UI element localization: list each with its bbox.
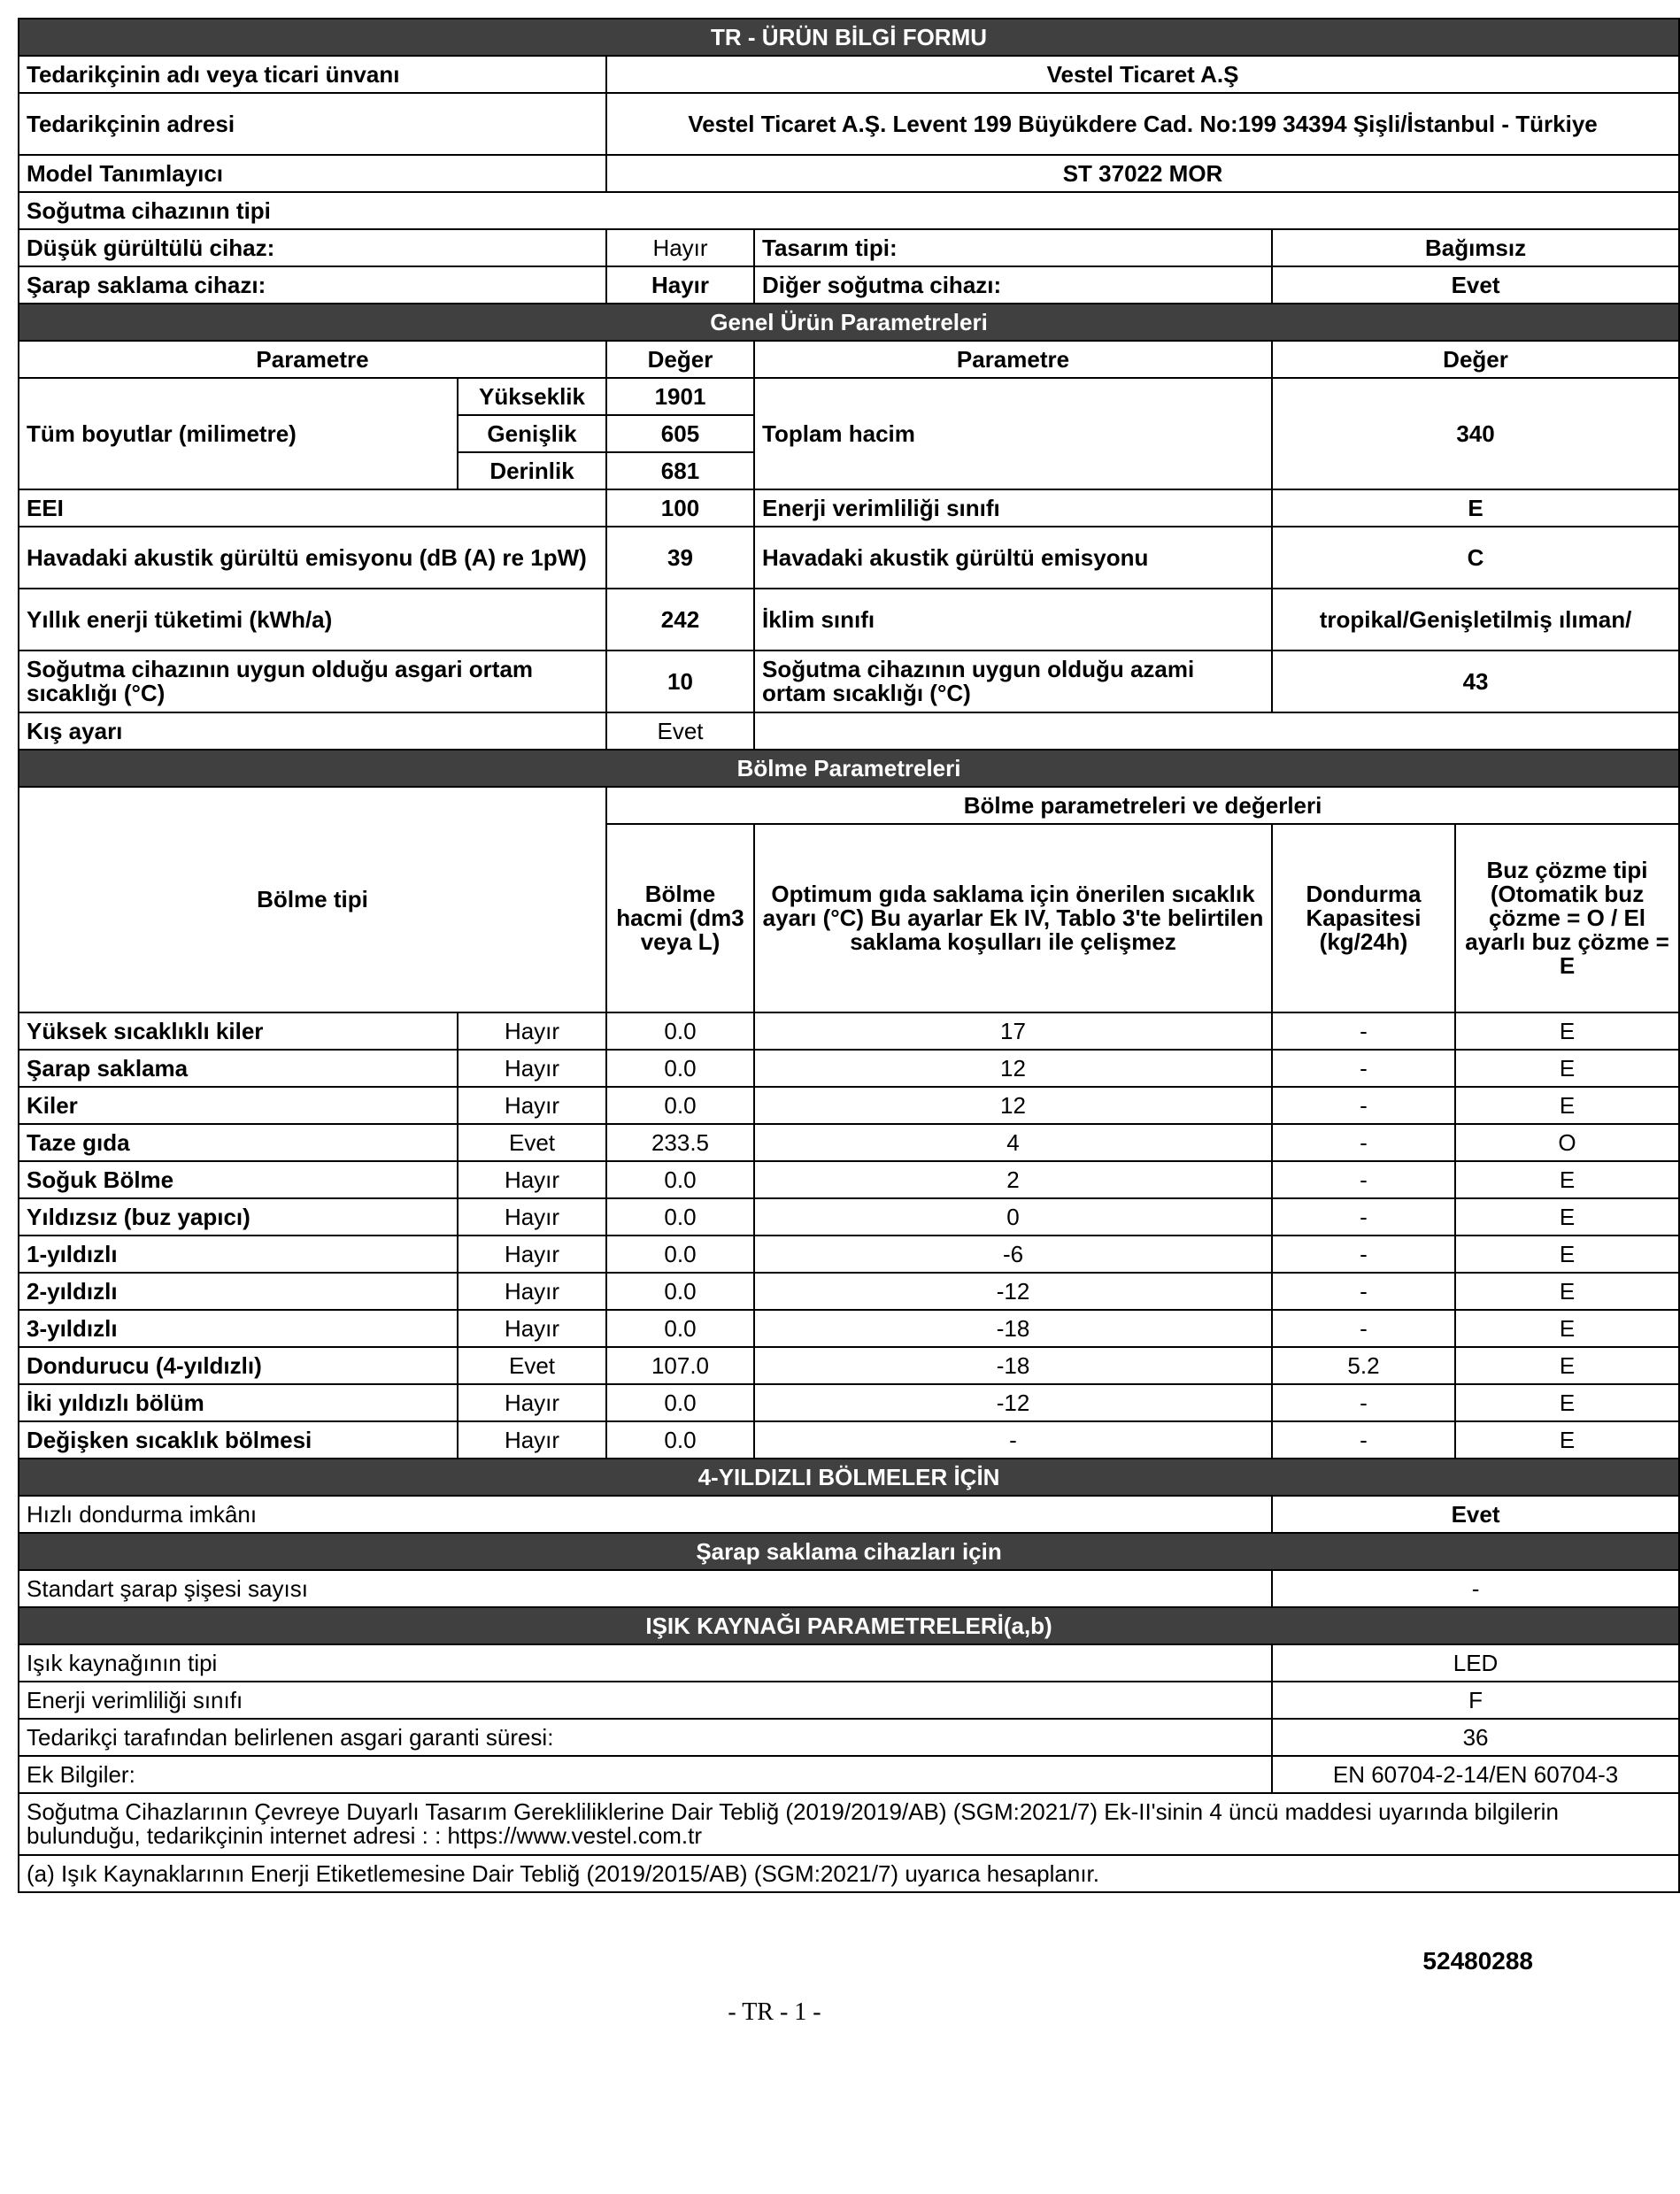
extra-info-label: Ek Bilgiler: [19, 1756, 1272, 1793]
winter-setting-label: Kış ayarı [19, 712, 606, 750]
compartment-freeze: - [1272, 1012, 1455, 1050]
annual-energy-label: Yıllık enerji tüketimi (kWh/a) [19, 589, 606, 651]
table-row [19, 1124, 1679, 1161]
light-type-value: LED [1272, 1644, 1679, 1682]
compartment-present: Hayır [458, 1384, 606, 1421]
min-temp-value: 10 [606, 651, 754, 712]
compartment-name: İki yıldızlı bölüm [19, 1384, 458, 1421]
supplier-address-label: Tedarikçinin adresi [19, 93, 606, 155]
compartment-name: 2-yıldızlı [19, 1273, 458, 1310]
wine-bottles-value: - [1272, 1570, 1679, 1607]
annual-energy-value: 242 [606, 589, 754, 651]
design-type-value: Bağımsız [1272, 229, 1679, 266]
extra-info-value: EN 60704-2-14/EN 60704-3 [1272, 1756, 1679, 1793]
compartment-temp: 12 [754, 1087, 1272, 1124]
compartment-defrost: E [1455, 1273, 1679, 1310]
form-title: TR - ÜRÜN BİLGİ FORMU [19, 19, 1679, 56]
compartment-name: Yüksek sıcaklıklı kiler [19, 1012, 458, 1050]
compartment-group-header: Bölme parametreleri ve değerleri [606, 787, 1679, 824]
compartment-present: Hayır [458, 1012, 606, 1050]
light-class-label: Enerji verimliliği sınıfı [19, 1682, 1272, 1719]
low-noise-value: Hayır [606, 229, 754, 266]
compartment-freeze: - [1272, 1161, 1455, 1198]
other-device-value: Evet [1272, 266, 1679, 304]
compartment-volume: 0.0 [606, 1384, 754, 1421]
low-noise-label: Düşük gürültülü cihaz: [19, 229, 606, 266]
compartment-temp: 4 [754, 1124, 1272, 1161]
compartment-freeze: - [1272, 1236, 1455, 1273]
eei-value: 100 [606, 489, 754, 527]
total-volume-value: 340 [1272, 378, 1679, 489]
footnote-a: (a) Işık Kaynaklarının Enerji Etiketlemesine Dair Tebliğ (2019/2015/AB) (SGM:2021/7) uyarıca hesaplanır. [19, 1855, 1679, 1892]
compartment-defrost: E [1455, 1347, 1679, 1384]
other-device-label: Diğer soğutma cihazı: [754, 266, 1272, 304]
compartment-volume: 0.0 [606, 1310, 754, 1347]
compartment-name: Dondurucu (4-yıldızlı) [19, 1347, 458, 1384]
compartment-name: Taze gıda [19, 1124, 458, 1161]
compartment-volume: 233.5 [606, 1124, 754, 1161]
compartment-freeze: 5.2 [1272, 1347, 1455, 1384]
table-row [19, 1273, 1679, 1310]
light-section-title: IŞIK KAYNAĞI PARAMETRELERİ(a,b) [19, 1607, 1679, 1644]
noise-value: 39 [606, 527, 754, 589]
supplier-name-label: Tedarikçinin adı veya ticari ünvanı [19, 56, 606, 93]
design-type-label: Tasarım tipi: [754, 229, 1272, 266]
warranty-value: 36 [1272, 1719, 1679, 1756]
fast-freeze-label: Hızlı dondurma imkânı [19, 1496, 1272, 1533]
table-row [19, 1087, 1679, 1124]
light-type-label: Işık kaynağının tipi [19, 1644, 1272, 1682]
compartment-freeze: - [1272, 1421, 1455, 1459]
compartment-temp: 17 [754, 1012, 1272, 1050]
compartment-present: Hayır [458, 1198, 606, 1236]
total-volume-label: Toplam hacim [754, 378, 1272, 489]
height-value: 1901 [606, 378, 754, 415]
compartment-defrost: E [1455, 1050, 1679, 1087]
general-col-param2: Parametre [754, 341, 1272, 378]
general-section-title: Genel Ürün Parametreleri [19, 304, 1679, 341]
compartment-temp-header: Optimum gıda saklama için önerilen sıcaklık ayarı (°C) Bu ayarlar Ek IV, Tablo 3'te belirtilen saklama koşulları ile çelişmez [754, 824, 1272, 1012]
compartment-volume: 0.0 [606, 1421, 754, 1459]
compartment-present: Hayır [458, 1273, 606, 1310]
compartment-present: Hayır [458, 1161, 606, 1198]
table-row [19, 1421, 1679, 1459]
compartment-defrost: O [1455, 1124, 1679, 1161]
model-label: Model Tanımlayıcı [19, 155, 606, 192]
four-star-section-title: 4-YILDIZLI BÖLMELER İÇİN [19, 1459, 1679, 1496]
general-col-value: Değer [606, 341, 754, 378]
light-class-value: F [1272, 1682, 1679, 1719]
compartment-name: Kiler [19, 1087, 458, 1124]
compartment-defrost: E [1455, 1421, 1679, 1459]
table-row [19, 1198, 1679, 1236]
depth-value: 681 [606, 452, 754, 489]
wine-device-label: Şarap saklama cihazı: [19, 266, 606, 304]
compartment-defrost: E [1455, 1310, 1679, 1347]
compartment-name: 3-yıldızlı [19, 1310, 458, 1347]
compartment-present: Hayır [458, 1087, 606, 1124]
compartment-freeze: - [1272, 1050, 1455, 1087]
compartment-defrost: E [1455, 1012, 1679, 1050]
compartment-defrost-header: Buz çözme tipi (Otomatik buz çözme = O / El ayarlı buz çözme = E [1455, 824, 1679, 1012]
compartment-temp: -12 [754, 1273, 1272, 1310]
table-row [19, 1384, 1679, 1421]
compartment-volume: 0.0 [606, 1198, 754, 1236]
compartment-temp: -12 [754, 1384, 1272, 1421]
compartment-temp: -6 [754, 1236, 1272, 1273]
supplier-address-value: Vestel Ticaret A.Ş. Levent 199 Büyükdere Cad. No:199 34394 Şişli/İstanbul - Türkiye [606, 93, 1679, 155]
energy-class-value: E [1272, 489, 1679, 527]
compartment-volume: 0.0 [606, 1273, 754, 1310]
warranty-label: Tedarikçi tarafından belirlenen asgari garanti süresi: [19, 1719, 1272, 1756]
compartment-defrost: E [1455, 1236, 1679, 1273]
max-temp-label: Soğutma cihazının uygun olduğu azami ortam sıcaklığı (°C) [754, 651, 1272, 712]
table-row [19, 1050, 1679, 1087]
supplier-name-value: Vestel Ticaret A.Ş [606, 56, 1679, 93]
min-temp-label: Soğutma cihazının uygun olduğu asgari ortam sıcaklığı (°C) [19, 651, 606, 712]
compartment-type-header: Bölme tipi [19, 787, 606, 1012]
document-number: 52480288 [1422, 1947, 1533, 1975]
climate-class-value: tropikal/Genişletilmiş ılıman/ [1272, 589, 1679, 651]
compartment-defrost: E [1455, 1161, 1679, 1198]
table-row [19, 1347, 1679, 1384]
compartment-rows [19, 1012, 1679, 1459]
product-info-form [18, 18, 1680, 1893]
compartment-name: Soğuk Bölme [19, 1161, 458, 1198]
winter-setting-value: Evet [606, 712, 754, 750]
compartment-freeze: - [1272, 1124, 1455, 1161]
compartment-volume: 0.0 [606, 1050, 754, 1087]
compartment-volume: 0.0 [606, 1161, 754, 1198]
compartment-defrost: E [1455, 1384, 1679, 1421]
compartment-present: Evet [458, 1124, 606, 1161]
height-label: Yükseklik [458, 378, 606, 415]
compartment-volume: 107.0 [606, 1347, 754, 1384]
wine-section-title: Şarap saklama cihazları için [19, 1533, 1679, 1570]
compartment-temp: 2 [754, 1161, 1272, 1198]
page-footer: - TR - 1 - [728, 1998, 821, 2026]
compartment-freeze-header: Dondurma Kapasitesi (kg/24h) [1272, 824, 1455, 1012]
regulation-note: Soğutma Cihazlarının Çevreye Duyarlı Tasarım Gerekliliklerine Dair Tebliğ (2019/2019/AB) (SGM:2021/7) Ek-II'sinin 4 üncü maddesi uyarında bilgilerin bulunduğu, tedarikçinin internet adresi : : https://www.vestel.com.tr [19, 1793, 1679, 1855]
noise-class-value: C [1272, 527, 1679, 589]
compartment-name: Değişken sıcaklık bölmesi [19, 1421, 458, 1459]
compartment-temp: 12 [754, 1050, 1272, 1087]
table-row [19, 1161, 1679, 1198]
general-col-value2: Değer [1272, 341, 1679, 378]
compartment-volume-header: Bölme hacmi (dm3 veya L) [606, 824, 754, 1012]
compartment-name: Yıldızsız (buz yapıcı) [19, 1198, 458, 1236]
noise-label: Havadaki akustik gürültü emisyonu (dB (A) re 1pW) [19, 527, 606, 589]
compartment-volume: 0.0 [606, 1012, 754, 1050]
noise-class-label: Havadaki akustik gürültü emisyonu [754, 527, 1272, 589]
compartment-freeze: - [1272, 1087, 1455, 1124]
compartment-volume: 0.0 [606, 1087, 754, 1124]
compartment-volume: 0.0 [606, 1236, 754, 1273]
climate-class-label: İklim sınıfı [754, 589, 1272, 651]
compartment-name: 1-yıldızlı [19, 1236, 458, 1273]
general-col-param: Parametre [19, 341, 606, 378]
width-label: Genişlik [458, 415, 606, 452]
max-temp-value: 43 [1272, 651, 1679, 712]
compartments-section-title: Bölme Parametreleri [19, 750, 1679, 787]
fast-freeze-value: Evet [1272, 1496, 1679, 1533]
wine-bottles-label: Standart şarap şişesi sayısı [19, 1570, 1272, 1607]
wine-device-value: Hayır [606, 266, 754, 304]
energy-class-label: Enerji verimliliği sınıfı [754, 489, 1272, 527]
table-row [19, 1236, 1679, 1273]
compartment-name: Şarap saklama [19, 1050, 458, 1087]
compartment-temp: 0 [754, 1198, 1272, 1236]
compartment-freeze: - [1272, 1384, 1455, 1421]
model-value: ST 37022 MOR [606, 155, 1679, 192]
table-row [19, 1012, 1679, 1050]
compartment-present: Hayır [458, 1050, 606, 1087]
compartment-present: Hayır [458, 1236, 606, 1273]
eei-label: EEI [19, 489, 606, 527]
compartment-freeze: - [1272, 1198, 1455, 1236]
device-type-heading: Soğutma cihazının tipi [19, 192, 1679, 229]
compartment-defrost: E [1455, 1087, 1679, 1124]
compartment-temp: - [754, 1421, 1272, 1459]
compartment-defrost: E [1455, 1198, 1679, 1236]
compartment-freeze: - [1272, 1310, 1455, 1347]
compartment-present: Hayır [458, 1310, 606, 1347]
winter-empty-cell [754, 712, 1679, 750]
width-value: 605 [606, 415, 754, 452]
depth-label: Derinlik [458, 452, 606, 489]
dimensions-label: Tüm boyutlar (milimetre) [19, 378, 458, 489]
compartment-temp: -18 [754, 1310, 1272, 1347]
table-row [19, 1310, 1679, 1347]
compartment-freeze: - [1272, 1273, 1455, 1310]
compartment-present: Evet [458, 1347, 606, 1384]
compartment-temp: -18 [754, 1347, 1272, 1384]
compartment-present: Hayır [458, 1421, 606, 1459]
